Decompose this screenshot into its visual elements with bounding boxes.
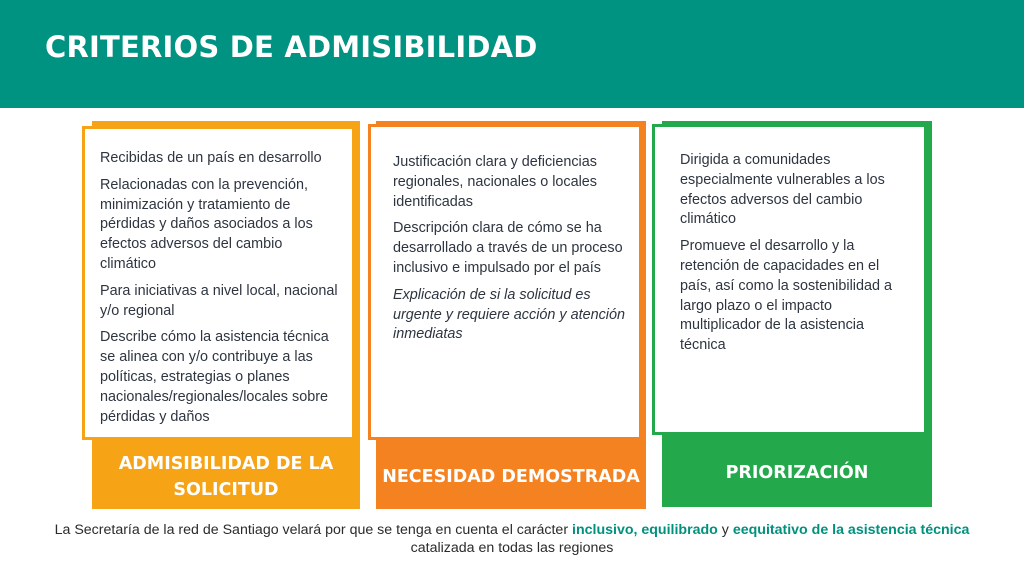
column-label-band: NECESIDAD DEMOSTRADA [382,467,640,487]
footer-text: y [717,522,733,538]
criteria-card [368,124,642,440]
footer-note [40,521,984,557]
criteria-card [82,126,355,440]
criteria-item: Promueve el desarrollo y la retención de capacidades en el país, así como la sostenibilidad a largo plazo o el impacto multiplicador de la asistencia técnica [680,238,892,354]
criteria-item: Relacionadas con la prevención, minimización y tratamiento de pérdidas y daños asociados a los efectos adversos del cambio climático [100,176,313,272]
criteria-item: Describe cómo la asistencia técnica se alinea con y/o contribuye a las políticas, estrategias o planes nacionales/regionales/locales sobre pérdidas y daños [100,329,329,425]
page-title: CRITERIOS DE ADMISIBILIDAD [45,30,538,64]
criteria-item: Recibidas de un país en desarrollo [100,150,322,166]
column-label-band: ADMISIBILIDAD DE LA SOLICITUD [118,454,334,500]
footer-highlight: eequitativo de la asistencia técnica [732,522,970,538]
footer-text: La Secretaría de la red de Santiago velará por que se tenga en cuenta el carácter [54,522,572,538]
criteria-item: Descripción clara de cómo se ha desarrollado a través de un proceso inclusivo e impulsado por el país [393,220,623,276]
criteria-item: Para iniciativas a nivel local, nacional y/o regional [100,282,338,319]
criteria-item: Dirigida a comunidades especialmente vulnerables a los efectos adversos del cambio climático [680,152,885,228]
criteria-item: Justificación clara y deficiencias regionales, nacionales o locales identificadas [393,154,597,210]
column-label-band: PRIORIZACIÓN [725,463,869,483]
criteria-card [652,124,927,435]
footer-highlight: inclusivo, equilibrado [572,522,718,538]
title-bar [0,0,1024,108]
criteria-item: Explicación de si la solicitud es urgente y requiere acción y atención inmediatas [393,286,625,343]
footer-text: catalizada en todas las regiones [410,540,614,556]
